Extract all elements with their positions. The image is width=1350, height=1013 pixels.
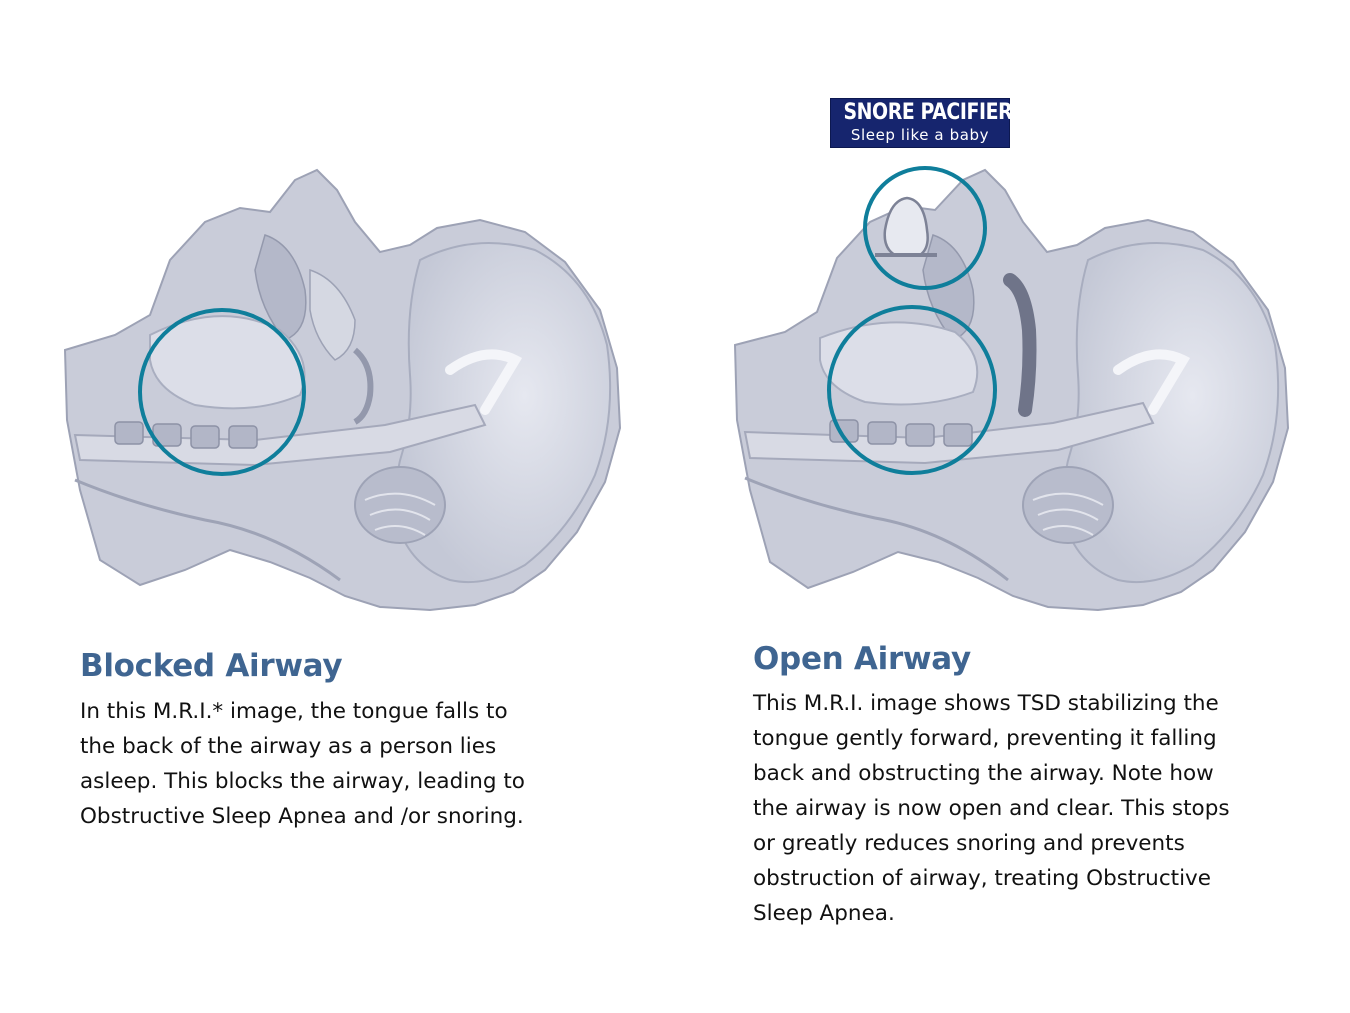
description-line: In this M.R.I.* image, the tongue falls to [80,699,508,724]
logo-tagline: Sleep like a baby [850,126,990,144]
description-line: asleep. This blocks the airway, leading to [80,769,525,794]
blocked-airway-title: Blocked Airway [80,648,343,684]
description-line: This M.R.I. image shows TSD stabilizing the [753,691,1219,716]
description-line: tongue gently forward, preventing it falling [753,726,1217,751]
open-airway-description [753,686,1313,931]
description-line: or greatly reduces snoring and prevents [753,831,1185,856]
description-line: Obstructive Sleep Apnea and /or snoring. [80,804,524,829]
snore-pacifier-logo [830,98,1013,148]
blocked-airway-description [80,694,600,834]
mri-image-open-airway [725,160,1305,620]
mri-image-blocked-airway [55,160,635,620]
description-line: the airway is now open and clear. This stops [753,796,1230,821]
description-line: Sleep Apnea. [753,901,895,926]
open-airway-title: Open Airway [753,641,971,677]
description-line: back and obstructing the airway. Note how [753,761,1214,786]
description-line: obstruction of airway, treating Obstructive [753,866,1211,891]
description-line: the back of the airway as a person lies [80,734,497,759]
logo-title: SNORE PACIFIER [843,100,1013,125]
